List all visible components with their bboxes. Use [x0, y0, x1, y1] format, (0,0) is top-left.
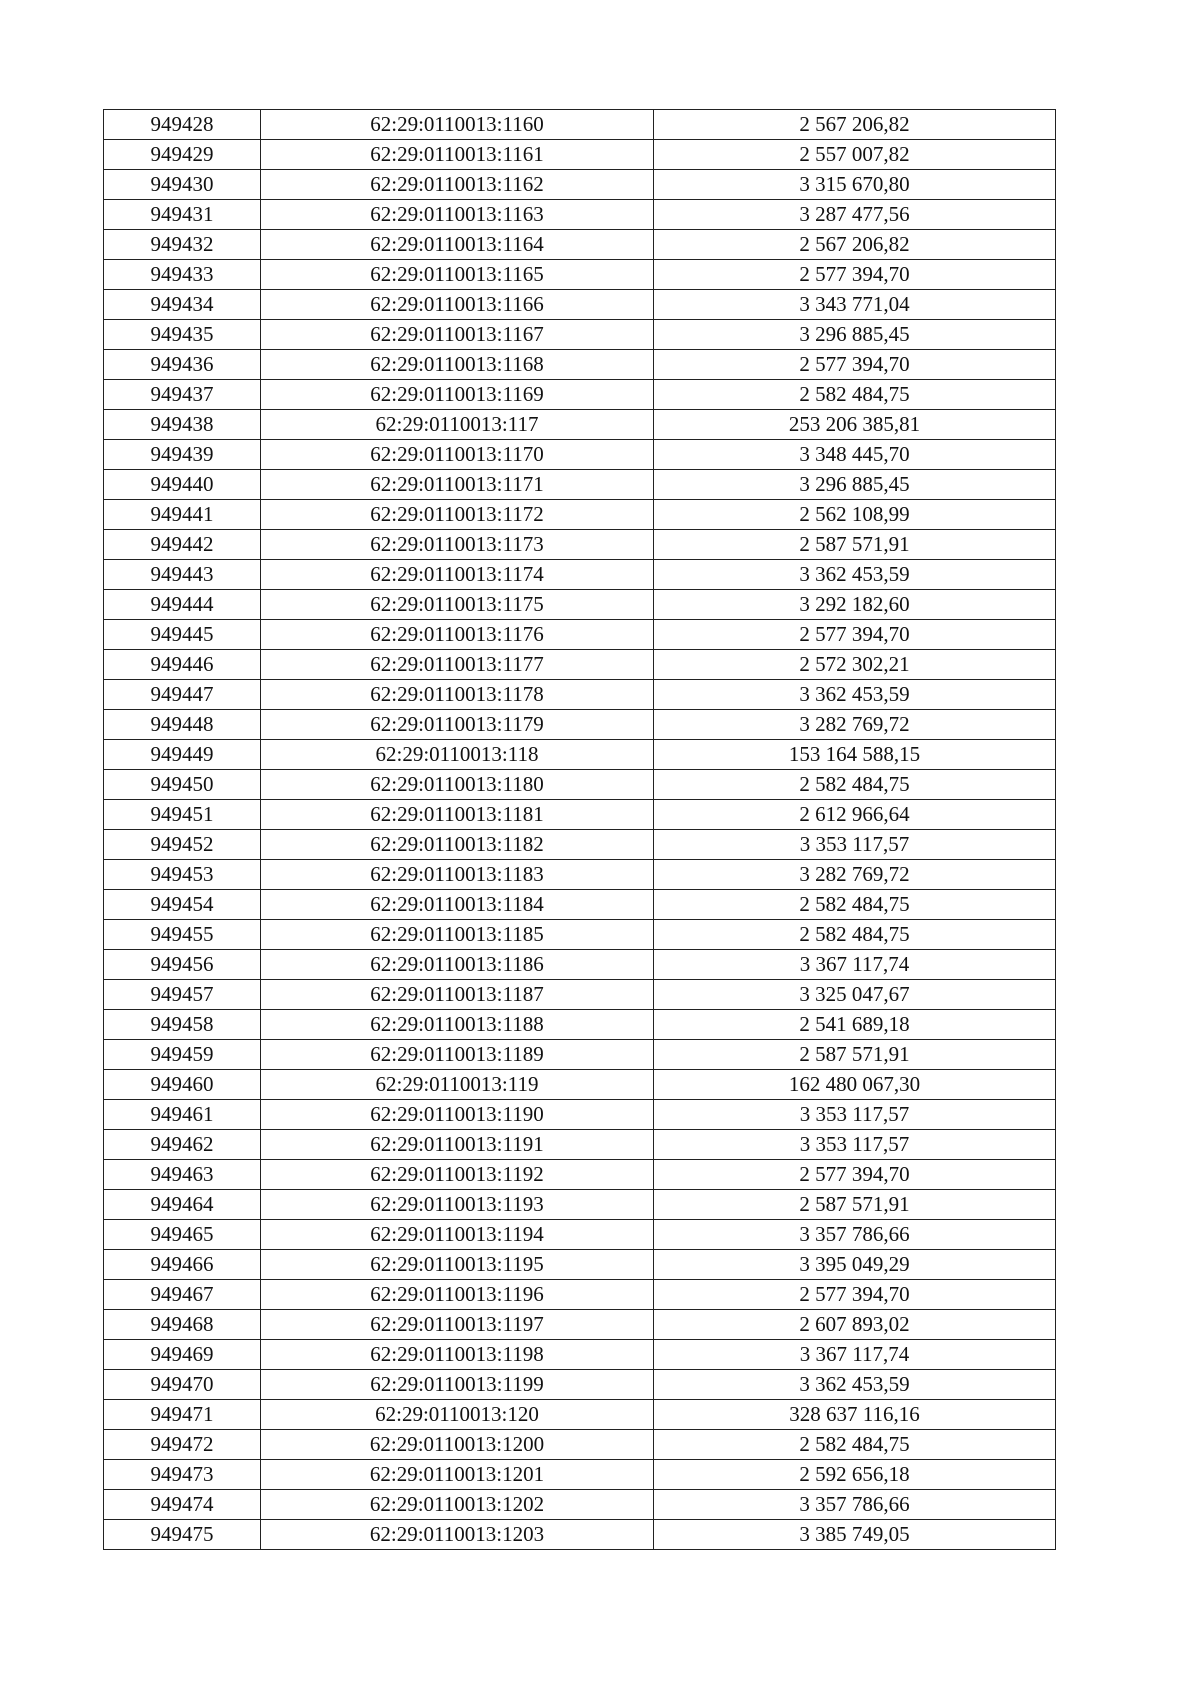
cadastral-number-cell: 62:29:0110013:1174: [261, 560, 654, 590]
table-row: [104, 1490, 1056, 1520]
cadastral-number-cell: 62:29:0110013:1183: [261, 860, 654, 890]
cadastral-value-cell: 2 541 689,18: [654, 1010, 1056, 1040]
cadastral-value-cell: 2 582 484,75: [654, 920, 1056, 950]
cadastral-number-cell: 62:29:0110013:1166: [261, 290, 654, 320]
cadastral-value-cell: 3 357 786,66: [654, 1490, 1056, 1520]
row-number-cell: 949436: [104, 350, 261, 380]
row-number-cell: 949457: [104, 980, 261, 1010]
row-number-cell: 949428: [104, 110, 261, 140]
cadastral-value-cell: 2 577 394,70: [654, 1280, 1056, 1310]
table-row: [104, 170, 1056, 200]
table-row: [104, 1370, 1056, 1400]
table-row: [104, 590, 1056, 620]
row-number-cell: 949466: [104, 1250, 261, 1280]
cadastral-number-cell: 62:29:0110013:1186: [261, 950, 654, 980]
table-row: [104, 1430, 1056, 1460]
table-row: [104, 1400, 1056, 1430]
row-number-cell: 949453: [104, 860, 261, 890]
cadastral-number-cell: 62:29:0110013:1162: [261, 170, 654, 200]
cadastral-value-cell: 2 612 966,64: [654, 800, 1056, 830]
cadastral-number-cell: 62:29:0110013:1194: [261, 1220, 654, 1250]
cadastral-value-cell: 3 292 182,60: [654, 590, 1056, 620]
row-number-cell: 949470: [104, 1370, 261, 1400]
cadastral-number-cell: 62:29:0110013:119: [261, 1070, 654, 1100]
cadastral-value-cell: 3 362 453,59: [654, 1370, 1056, 1400]
table-row: [104, 1280, 1056, 1310]
table-row: [104, 260, 1056, 290]
cadastral-value-cell: 3 315 670,80: [654, 170, 1056, 200]
cadastral-value-cell: 3 353 117,57: [654, 1100, 1056, 1130]
cadastral-number-cell: 62:29:0110013:1185: [261, 920, 654, 950]
table-row: [104, 230, 1056, 260]
row-number-cell: 949468: [104, 1310, 261, 1340]
row-number-cell: 949444: [104, 590, 261, 620]
cadastral-value-cell: 3 325 047,67: [654, 980, 1056, 1010]
cadastral-number-cell: 62:29:0110013:1189: [261, 1040, 654, 1070]
table-row: [104, 1010, 1056, 1040]
row-number-cell: 949450: [104, 770, 261, 800]
cadastral-value-cell: 3 353 117,57: [654, 1130, 1056, 1160]
cadastral-number-cell: 62:29:0110013:1202: [261, 1490, 654, 1520]
cadastral-value-cell: 2 577 394,70: [654, 620, 1056, 650]
cadastral-value-cell: 2 577 394,70: [654, 1160, 1056, 1190]
cadastral-value-cell: 2 567 206,82: [654, 230, 1056, 260]
row-number-cell: 949448: [104, 710, 261, 740]
cadastral-value-cell: 328 637 116,16: [654, 1400, 1056, 1430]
cadastral-value-cell: 3 357 786,66: [654, 1220, 1056, 1250]
cadastral-number-cell: 62:29:0110013:1177: [261, 650, 654, 680]
row-number-cell: 949442: [104, 530, 261, 560]
cadastral-value-cell: 162 480 067,30: [654, 1070, 1056, 1100]
table-row: [104, 950, 1056, 980]
row-number-cell: 949435: [104, 320, 261, 350]
cadastral-number-cell: 62:29:0110013:1198: [261, 1340, 654, 1370]
table-row: [104, 620, 1056, 650]
table-row: [104, 1340, 1056, 1370]
cadastral-value-cell: 2 572 302,21: [654, 650, 1056, 680]
cadastral-value-cell: 2 587 571,91: [654, 1040, 1056, 1070]
table-row: [104, 680, 1056, 710]
row-number-cell: 949429: [104, 140, 261, 170]
table-row: [104, 200, 1056, 230]
row-number-cell: 949474: [104, 1490, 261, 1520]
cadastral-value-cell: 3 296 885,45: [654, 470, 1056, 500]
cadastral-number-cell: 62:29:0110013:1160: [261, 110, 654, 140]
cadastral-value-cell: 2 557 007,82: [654, 140, 1056, 170]
table-row: [104, 740, 1056, 770]
table-row: [104, 470, 1056, 500]
table-row: [104, 1310, 1056, 1340]
table-row: [104, 830, 1056, 860]
row-number-cell: 949460: [104, 1070, 261, 1100]
cadastral-number-cell: 62:29:0110013:1180: [261, 770, 654, 800]
table-row: [104, 500, 1056, 530]
cadastral-value-cell: 2 567 206,82: [654, 110, 1056, 140]
row-number-cell: 949431: [104, 200, 261, 230]
table-row: [104, 410, 1056, 440]
row-number-cell: 949432: [104, 230, 261, 260]
row-number-cell: 949433: [104, 260, 261, 290]
cadastral-number-cell: 62:29:0110013:120: [261, 1400, 654, 1430]
cadastral-value-cell: 3 343 771,04: [654, 290, 1056, 320]
row-number-cell: 949456: [104, 950, 261, 980]
row-number-cell: 949473: [104, 1460, 261, 1490]
cadastral-value-cell: 2 577 394,70: [654, 350, 1056, 380]
row-number-cell: 949439: [104, 440, 261, 470]
table-row: [104, 1130, 1056, 1160]
cadastral-number-cell: 62:29:0110013:1178: [261, 680, 654, 710]
table-row: [104, 560, 1056, 590]
table-row: [104, 1070, 1056, 1100]
row-number-cell: 949452: [104, 830, 261, 860]
row-number-cell: 949441: [104, 500, 261, 530]
row-number-cell: 949443: [104, 560, 261, 590]
row-number-cell: 949465: [104, 1220, 261, 1250]
cadastral-number-cell: 62:29:0110013:1184: [261, 890, 654, 920]
cadastral-number-cell: 62:29:0110013:1173: [261, 530, 654, 560]
cadastral-value-cell: 2 582 484,75: [654, 770, 1056, 800]
table-row: [104, 710, 1056, 740]
cadastral-value-cell: 3 348 445,70: [654, 440, 1056, 470]
cadastral-number-cell: 62:29:0110013:1197: [261, 1310, 654, 1340]
row-number-cell: 949464: [104, 1190, 261, 1220]
cadastral-number-cell: 62:29:0110013:1195: [261, 1250, 654, 1280]
cadastral-value-cell: 3 287 477,56: [654, 200, 1056, 230]
cadastral-number-cell: 62:29:0110013:1193: [261, 1190, 654, 1220]
table-row: [104, 530, 1056, 560]
cadastral-value-cell: 3 395 049,29: [654, 1250, 1056, 1280]
row-number-cell: 949454: [104, 890, 261, 920]
cadastral-value-cell: 2 592 656,18: [654, 1460, 1056, 1490]
cadastral-value-cell: 3 362 453,59: [654, 680, 1056, 710]
table-body: [104, 110, 1056, 1550]
row-number-cell: 949438: [104, 410, 261, 440]
row-number-cell: 949459: [104, 1040, 261, 1070]
cadastral-value-cell: 153 164 588,15: [654, 740, 1056, 770]
cadastral-number-cell: 62:29:0110013:1191: [261, 1130, 654, 1160]
row-number-cell: 949461: [104, 1100, 261, 1130]
table-row: [104, 1160, 1056, 1190]
row-number-cell: 949469: [104, 1340, 261, 1370]
cadastral-number-cell: 62:29:0110013:1181: [261, 800, 654, 830]
row-number-cell: 949463: [104, 1160, 261, 1190]
row-number-cell: 949449: [104, 740, 261, 770]
cadastral-number-cell: 62:29:0110013:118: [261, 740, 654, 770]
row-number-cell: 949472: [104, 1430, 261, 1460]
table-row: [104, 890, 1056, 920]
cadastral-number-cell: 62:29:0110013:1182: [261, 830, 654, 860]
cadastral-value-cell: 3 385 749,05: [654, 1520, 1056, 1550]
cadastral-value-cell: 2 607 893,02: [654, 1310, 1056, 1340]
cadastral-number-cell: 62:29:0110013:1171: [261, 470, 654, 500]
cadastral-number-cell: 62:29:0110013:1165: [261, 260, 654, 290]
cadastral-value-cell: 3 353 117,57: [654, 830, 1056, 860]
table-row: [104, 1460, 1056, 1490]
cadastral-number-cell: 62:29:0110013:1200: [261, 1430, 654, 1460]
row-number-cell: 949455: [104, 920, 261, 950]
table-row: [104, 350, 1056, 380]
cadastral-value-cell: 2 587 571,91: [654, 1190, 1056, 1220]
cadastral-number-cell: 62:29:0110013:1188: [261, 1010, 654, 1040]
row-number-cell: 949458: [104, 1010, 261, 1040]
table-row: [104, 380, 1056, 410]
cadastral-value-cell: 2 577 394,70: [654, 260, 1056, 290]
cadastral-value-table: [103, 109, 1056, 1550]
row-number-cell: 949467: [104, 1280, 261, 1310]
cadastral-number-cell: 62:29:0110013:1196: [261, 1280, 654, 1310]
row-number-cell: 949475: [104, 1520, 261, 1550]
table-row: [104, 290, 1056, 320]
cadastral-number-cell: 62:29:0110013:1179: [261, 710, 654, 740]
table-row: [104, 1250, 1056, 1280]
cadastral-number-cell: 62:29:0110013:1187: [261, 980, 654, 1010]
table-row: [104, 860, 1056, 890]
table-row: [104, 1190, 1056, 1220]
cadastral-value-cell: 2 582 484,75: [654, 890, 1056, 920]
cadastral-number-cell: 62:29:0110013:117: [261, 410, 654, 440]
row-number-cell: 949437: [104, 380, 261, 410]
cadastral-value-cell: 253 206 385,81: [654, 410, 1056, 440]
row-number-cell: 949462: [104, 1130, 261, 1160]
row-number-cell: 949430: [104, 170, 261, 200]
cadastral-value-cell: 2 587 571,91: [654, 530, 1056, 560]
table-row: [104, 320, 1056, 350]
cadastral-value-cell: 3 367 117,74: [654, 1340, 1056, 1370]
table-row: [104, 1220, 1056, 1250]
cadastral-number-cell: 62:29:0110013:1203: [261, 1520, 654, 1550]
cadastral-number-cell: 62:29:0110013:1192: [261, 1160, 654, 1190]
table-row: [104, 440, 1056, 470]
cadastral-number-cell: 62:29:0110013:1168: [261, 350, 654, 380]
cadastral-number-cell: 62:29:0110013:1199: [261, 1370, 654, 1400]
table-row: [104, 110, 1056, 140]
table-row: [104, 140, 1056, 170]
cadastral-value-cell: 2 562 108,99: [654, 500, 1056, 530]
cadastral-value-cell: 3 296 885,45: [654, 320, 1056, 350]
cadastral-value-cell: 3 362 453,59: [654, 560, 1056, 590]
table-row: [104, 1040, 1056, 1070]
cadastral-value-cell: 2 582 484,75: [654, 380, 1056, 410]
table-row: [104, 1520, 1056, 1550]
table-row: [104, 800, 1056, 830]
table-row: [104, 920, 1056, 950]
cadastral-number-cell: 62:29:0110013:1201: [261, 1460, 654, 1490]
table-row: [104, 650, 1056, 680]
cadastral-value-cell: 3 282 769,72: [654, 710, 1056, 740]
cadastral-number-cell: 62:29:0110013:1163: [261, 200, 654, 230]
row-number-cell: 949445: [104, 620, 261, 650]
cadastral-number-cell: 62:29:0110013:1169: [261, 380, 654, 410]
row-number-cell: 949434: [104, 290, 261, 320]
row-number-cell: 949447: [104, 680, 261, 710]
cadastral-number-cell: 62:29:0110013:1167: [261, 320, 654, 350]
cadastral-value-cell: 3 282 769,72: [654, 860, 1056, 890]
cadastral-number-cell: 62:29:0110013:1172: [261, 500, 654, 530]
cadastral-number-cell: 62:29:0110013:1176: [261, 620, 654, 650]
cadastral-number-cell: 62:29:0110013:1164: [261, 230, 654, 260]
row-number-cell: 949446: [104, 650, 261, 680]
table-row: [104, 770, 1056, 800]
row-number-cell: 949451: [104, 800, 261, 830]
cadastral-value-cell: 3 367 117,74: [654, 950, 1056, 980]
cadastral-number-cell: 62:29:0110013:1161: [261, 140, 654, 170]
cadastral-value-cell: 2 582 484,75: [654, 1430, 1056, 1460]
cadastral-number-cell: 62:29:0110013:1170: [261, 440, 654, 470]
table-row: [104, 980, 1056, 1010]
row-number-cell: 949440: [104, 470, 261, 500]
cadastral-number-cell: 62:29:0110013:1190: [261, 1100, 654, 1130]
row-number-cell: 949471: [104, 1400, 261, 1430]
table-row: [104, 1100, 1056, 1130]
cadastral-number-cell: 62:29:0110013:1175: [261, 590, 654, 620]
